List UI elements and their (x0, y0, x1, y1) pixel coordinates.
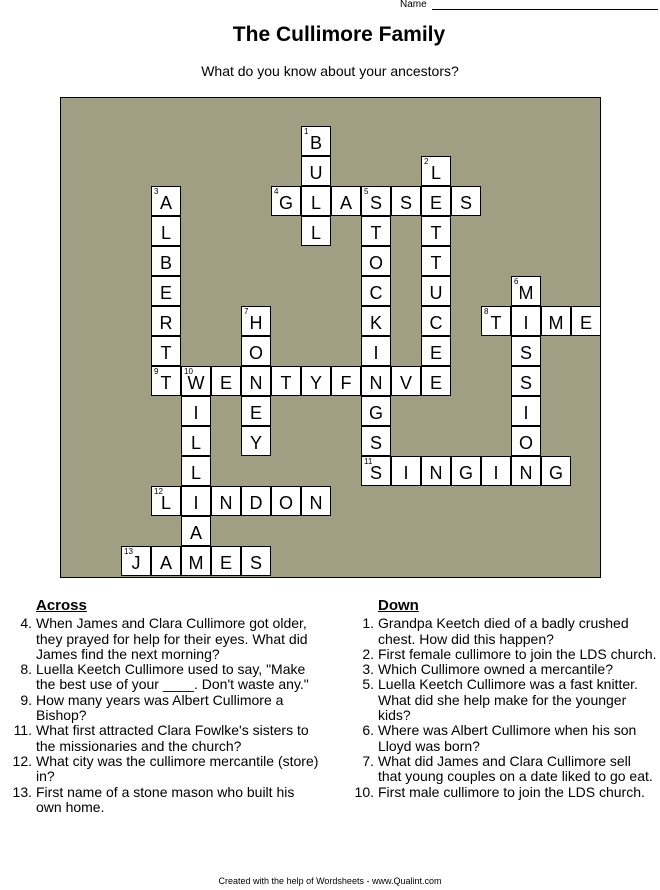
grid-cell[interactable] (211, 486, 241, 516)
clue-item-number: 6. (362, 722, 374, 739)
grid-cell[interactable] (301, 216, 331, 246)
grid-cell[interactable] (151, 486, 181, 516)
cell-letter: L (310, 193, 321, 213)
grid-cell[interactable] (241, 336, 271, 366)
name-label: Name (400, 0, 427, 10)
cell-letter: G (278, 193, 293, 213)
clue-number: 11 (364, 457, 373, 466)
clue-item (344, 662, 658, 677)
cell-letter: T (280, 373, 292, 393)
clue-item-text: First name of a stone mason who built his own home. (36, 783, 295, 815)
cell-letter: I (193, 493, 199, 513)
cell-letter: I (193, 403, 199, 423)
grid-cell[interactable] (361, 426, 391, 456)
grid-cell[interactable] (301, 126, 331, 156)
cell-letter: V (399, 373, 412, 393)
grid-cell[interactable] (181, 486, 211, 516)
grid-cell[interactable] (541, 456, 571, 486)
clue-item-text: Which Cullimore owned a mercantile? (378, 661, 613, 678)
grid-cell[interactable] (511, 336, 541, 366)
grid-cell[interactable] (151, 276, 181, 306)
grid-cell[interactable] (421, 306, 451, 336)
cell-letter: G (458, 463, 473, 483)
cell-letter: S (519, 373, 532, 393)
clue-item-number: 7. (362, 752, 374, 769)
cell-letter: I (523, 313, 529, 333)
down-heading: Down (378, 597, 419, 614)
grid-cell[interactable] (361, 276, 391, 306)
cell-letter: N (369, 373, 383, 393)
clue-number: 13 (124, 547, 133, 556)
cell-letter: S (369, 433, 382, 453)
clue-item (2, 754, 320, 785)
clue-item (2, 785, 320, 816)
grid-cell[interactable] (301, 186, 331, 216)
grid-cell[interactable] (181, 366, 211, 396)
cell-letter: O (518, 433, 533, 453)
cell-letter: E (249, 403, 262, 423)
cell-letter: B (159, 253, 172, 273)
cell-letter: M (518, 283, 534, 303)
grid-cell[interactable] (331, 366, 361, 396)
cell-letter: M (548, 313, 564, 333)
name-field (400, 0, 660, 12)
grid-cell[interactable] (421, 366, 451, 396)
across-clues (2, 598, 320, 815)
across-heading: Across (36, 597, 87, 614)
grid-cell[interactable] (481, 306, 511, 336)
grid-cell[interactable] (151, 246, 181, 276)
clue-item-text: What did James and Clara Cullimore sell that young couples on a date liked to go eat. (378, 752, 653, 785)
cell-letter: C (369, 283, 383, 303)
cell-letter: E (429, 343, 442, 363)
clue-item-number: 4. (20, 615, 32, 632)
grid-cell[interactable] (361, 456, 391, 486)
clue-item-text: What first attracted Clara Fowlke's sisters to the missionaries and the church? (36, 722, 309, 754)
clue-item-number: 8. (20, 661, 32, 678)
grid-cell[interactable] (361, 186, 391, 216)
clue-item (2, 616, 320, 662)
grid-cell[interactable] (241, 306, 271, 336)
cell-letter: U (309, 163, 323, 183)
grid-cell[interactable] (421, 186, 451, 216)
cell-letter: B (309, 133, 322, 153)
cell-letter: N (429, 463, 443, 483)
across-clue-list (2, 616, 320, 815)
grid-cell[interactable] (151, 306, 181, 336)
cell-letter: E (429, 193, 442, 213)
cell-letter: E (429, 373, 442, 393)
down-clue-list (344, 616, 658, 800)
cell-letter: T (160, 343, 172, 363)
cell-letter: S (459, 193, 472, 213)
grid-cell[interactable] (511, 306, 541, 336)
cell-letter: H (249, 313, 263, 333)
grid-cell[interactable] (181, 546, 211, 576)
clue-number: 1 (304, 127, 309, 136)
clue-item-number: 11. (13, 722, 32, 739)
grid-cell[interactable] (241, 546, 271, 576)
clue-item-text: When James and Clara Cullimore got older, they prayed for help for their eyes. What did James find the next morning? (36, 615, 308, 662)
cell-letter: S (369, 193, 382, 213)
grid-cell[interactable] (421, 336, 451, 366)
cell-letter: S (519, 343, 532, 363)
cell-letter: Y (249, 433, 262, 453)
cell-letter: N (219, 493, 233, 513)
cell-letter: E (579, 313, 592, 333)
cell-letter: S (399, 193, 412, 213)
grid-cell[interactable] (511, 456, 541, 486)
grid-cell[interactable] (391, 186, 421, 216)
clue-item-text: What city was the cullimore mercantile (store) in? (36, 752, 319, 785)
grid-cell[interactable] (271, 366, 301, 396)
grid-cell[interactable] (151, 366, 181, 396)
cell-letter: O (368, 253, 383, 273)
grid-cell[interactable] (421, 276, 451, 306)
grid-cell[interactable] (301, 156, 331, 186)
cell-letter: G (368, 403, 383, 423)
clue-item (2, 662, 320, 693)
grid-cell[interactable] (511, 366, 541, 396)
grid-cell[interactable] (331, 186, 361, 216)
clue-item-text: Luella Keetch Cullimore used to say, "Make the best use of your ____. Don't waste any." (36, 661, 309, 693)
clue-number: 5 (364, 187, 369, 196)
grid-cell[interactable] (421, 246, 451, 276)
clue-item (2, 693, 320, 724)
clue-item-number: 1. (362, 615, 374, 632)
grid-cell[interactable] (181, 516, 211, 546)
grid-cell[interactable] (421, 216, 451, 246)
grid-cell[interactable] (481, 456, 511, 486)
cell-letter: L (310, 223, 321, 243)
cell-letter: N (309, 493, 323, 513)
grid-cell[interactable] (151, 336, 181, 366)
clue-item-number: 13. (12, 783, 32, 800)
clue-item (2, 723, 320, 754)
cell-letter: F (340, 373, 352, 393)
grid-cell[interactable] (361, 396, 391, 426)
cell-letter: N (249, 373, 263, 393)
grid-cell[interactable] (241, 366, 271, 396)
page-subtitle: What do you know about your ancestors? (201, 63, 459, 79)
cell-letter: S (249, 553, 262, 573)
grid-cell[interactable] (151, 216, 181, 246)
name-blank-line (432, 9, 658, 10)
cell-letter: I (403, 463, 409, 483)
clue-item-number: 2. (362, 645, 374, 662)
cell-letter: D (249, 493, 263, 513)
clue-item-number: 10. (354, 783, 374, 800)
grid-cell[interactable] (361, 336, 391, 366)
cell-letter: T (430, 253, 442, 273)
cell-letter: T (430, 223, 442, 243)
cell-letter: E (219, 553, 232, 573)
grid-cell[interactable] (151, 546, 181, 576)
cell-letter: L (160, 223, 171, 243)
clue-number: 2 (424, 157, 429, 166)
footer-credit: Created with the help of Wordsheets - www.Qualint.com (218, 876, 442, 886)
grid-cell[interactable] (151, 186, 181, 216)
grid-cell[interactable] (511, 426, 541, 456)
clue-item (344, 647, 658, 662)
grid-cell[interactable] (361, 366, 391, 396)
grid-cell[interactable] (211, 546, 241, 576)
grid-cell[interactable] (421, 156, 451, 186)
cell-letter: L (190, 463, 201, 483)
clue-item-number: 9. (20, 691, 32, 708)
cell-letter: L (160, 493, 171, 513)
clue-number: 4 (274, 187, 279, 196)
grid-cell[interactable] (361, 216, 391, 246)
clue-number: 6 (514, 277, 519, 286)
cell-letter: A (189, 523, 202, 543)
cell-letter: A (159, 193, 172, 213)
cell-letter: M (188, 553, 204, 573)
clue-number: 10 (184, 367, 193, 376)
clue-number: 12 (154, 487, 163, 496)
clue-item-number: 5. (362, 676, 374, 693)
grid-cell[interactable] (271, 186, 301, 216)
cell-letter: T (370, 223, 382, 243)
grid-cell[interactable] (451, 186, 481, 216)
clue-item-text: Where was Albert Cullimore when his son Lloyd was born? (378, 722, 637, 754)
cell-letter: K (369, 313, 382, 333)
clue-item-text: First male cullimore to join the LDS church. (378, 783, 645, 800)
cell-letter: J (131, 553, 141, 573)
clue-number: 8 (484, 307, 489, 316)
grid-cell[interactable] (451, 456, 481, 486)
grid-cell[interactable] (541, 306, 571, 336)
grid-cell[interactable] (391, 456, 421, 486)
clue-item (344, 785, 658, 800)
grid-cell[interactable] (421, 456, 451, 486)
cell-letter: C (429, 313, 443, 333)
cell-letter: R (159, 313, 173, 333)
cell-letter: G (548, 463, 563, 483)
cell-letter: A (159, 553, 172, 573)
grid-cell[interactable] (181, 396, 211, 426)
grid-cell[interactable] (181, 426, 211, 456)
grid-cell[interactable] (121, 546, 151, 576)
cell-letter: T (160, 373, 172, 393)
clue-item-number: 12. (12, 752, 32, 769)
cell-letter: E (219, 373, 232, 393)
grid-cell[interactable] (241, 396, 271, 426)
down-clues (344, 598, 658, 800)
cell-letter: W (187, 373, 205, 393)
clue-number: 9 (154, 367, 159, 376)
clue-item-text: Grandpa Keetch died of a badly crushed chest. How did this happen? (378, 615, 629, 647)
cell-letter: L (190, 433, 201, 453)
cell-letter: Y (309, 373, 322, 393)
cell-letter: O (278, 493, 293, 513)
cell-letter: I (373, 343, 379, 363)
grid-cell[interactable] (571, 306, 601, 336)
crossword-grid (60, 97, 601, 578)
cell-letter: N (519, 463, 533, 483)
clue-number: 3 (154, 187, 159, 196)
cell-letter: I (523, 403, 529, 423)
cell-letter: L (430, 163, 441, 183)
grid-cell[interactable] (361, 306, 391, 336)
grid-cell[interactable] (511, 276, 541, 306)
cell-letter: U (429, 283, 443, 303)
clue-item (344, 723, 658, 754)
cell-letter: A (339, 193, 352, 213)
clue-item (344, 754, 658, 785)
clue-item-number: 3. (362, 661, 374, 678)
grid-cell[interactable] (361, 246, 391, 276)
clue-item-text: First female cullimore to join the LDS church. (378, 645, 657, 662)
clue-item (344, 616, 658, 647)
grid-cell[interactable] (301, 366, 331, 396)
grid-cell[interactable] (511, 396, 541, 426)
cell-letter: T (490, 313, 502, 333)
grid-cell[interactable] (181, 456, 211, 486)
cell-letter: O (248, 343, 263, 363)
clue-item (344, 677, 658, 723)
cell-letter: S (369, 463, 382, 483)
grid-cell[interactable] (241, 426, 271, 456)
clue-item-text: Luella Keetch Cullimore was a fast knitter. What did she help make for the younger kids? (378, 676, 638, 724)
cell-letter: I (493, 463, 499, 483)
grid-cell[interactable] (391, 366, 421, 396)
grid-cell[interactable] (241, 486, 271, 516)
cell-letter: E (159, 283, 172, 303)
clue-number: 7 (244, 307, 249, 316)
page-title: The Cullimore Family (232, 23, 446, 46)
clue-item-text: How many years was Albert Cullimore a Bishop? (36, 691, 284, 724)
grid-cell[interactable] (271, 486, 301, 516)
grid-cell[interactable] (301, 486, 331, 516)
grid-cell[interactable] (211, 366, 241, 396)
